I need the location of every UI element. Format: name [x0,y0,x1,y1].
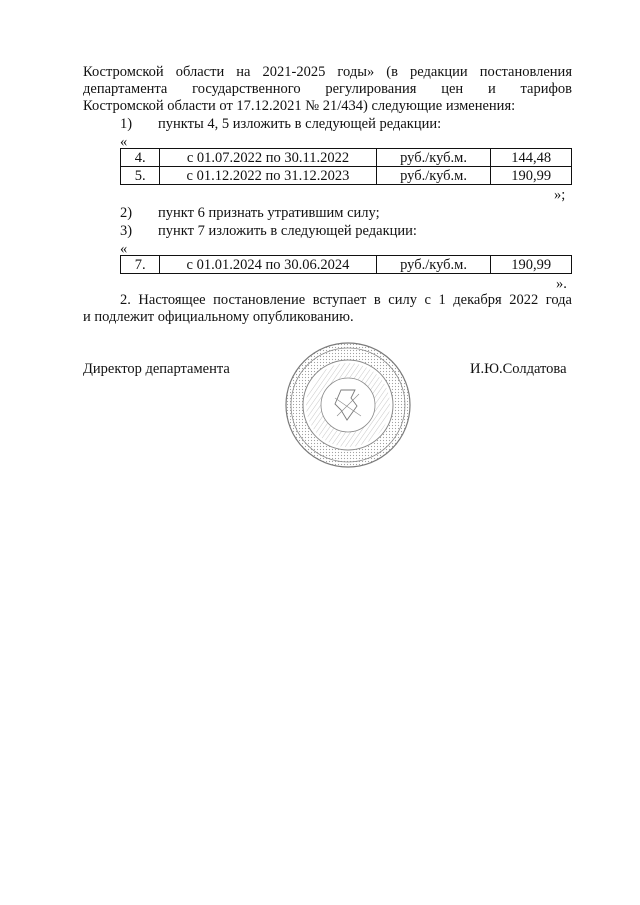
table-row [121,167,572,185]
item-2-text: пункт 6 признать утратившим силу; [158,205,380,221]
row-unit: руб./куб.м. [376,256,491,274]
row-number: 4. [121,149,160,167]
close-quote-1: »; [554,187,566,203]
row-period: с 01.07.2022 по 30.11.2022 [160,149,376,167]
row-unit: руб./куб.м. [376,167,491,185]
item-3-text: пункт 7 изложить в следующей редакции: [158,223,417,239]
intro-line-1: Костромской области на 2021-2025 годы» (в редакции постановления [83,64,572,80]
item-1-text: пункты 4, 5 изложить в следующей редакции: [158,116,442,132]
rates-table-1 [120,148,572,185]
row-period: с 01.12.2022 по 31.12.2023 [160,167,376,185]
open-quote-2: « [120,241,128,257]
table-row [121,149,572,167]
row-number: 7. [121,256,160,274]
intro-line-3: Костромской области от 17.12.2021 № 21/434) следующие изменения: [83,98,516,114]
final-para-line-2: и подлежит официальному опубликованию. [83,309,354,325]
item-3-number: 3) [120,223,133,239]
open-quote-1: « [120,134,128,150]
item-1-number: 1) [120,116,133,132]
intro-line-2: департамента государственного регулирования цен и тарифов [83,81,572,97]
item-2-number: 2) [120,205,133,221]
row-number: 5. [121,167,160,185]
row-value: 190,99 [491,256,572,274]
signature-position: Директор департамента [83,361,230,377]
official-seal-icon [283,340,413,470]
row-value: 190,99 [491,167,572,185]
final-para-line-1: 2. Настоящее постановление вступает в силу с 1 декабря 2022 года [120,292,572,308]
table-row [121,256,572,274]
signature-name: И.Ю.Солдатова [470,361,567,377]
row-value: 144,48 [491,149,572,167]
row-unit: руб./куб.м. [376,149,491,167]
row-period: с 01.01.2024 по 30.06.2024 [160,256,376,274]
close-quote-2: ». [556,276,567,292]
rates-table-2 [120,255,572,274]
